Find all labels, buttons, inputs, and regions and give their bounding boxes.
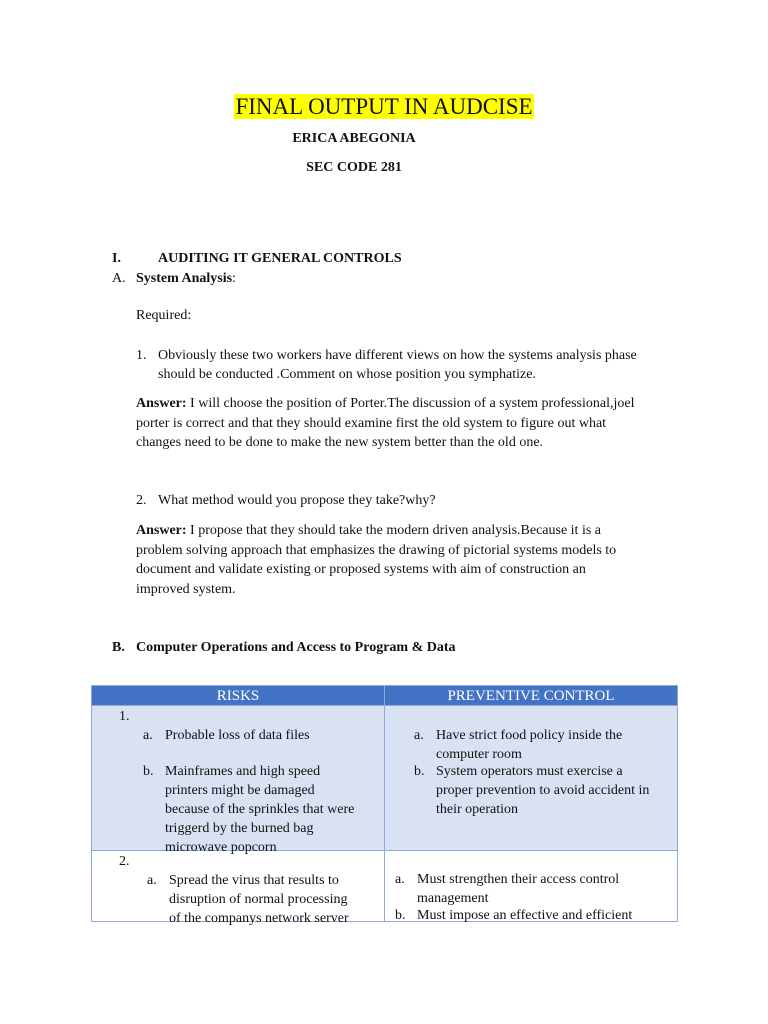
section-code: SEC CODE 281: [306, 160, 402, 175]
row-number: 1.: [119, 709, 130, 724]
subsection-marker: A.: [112, 271, 126, 286]
table-row: [92, 706, 678, 851]
risk-item: Spread the virus that results to disruption of normal processing of the companys network server: [169, 873, 349, 926]
control-item: System operators must exercise a proper prevention to avoid accident in their operation: [436, 764, 650, 817]
list-marker: a.: [395, 872, 405, 887]
question-1-line: should be conducted .Comment on whose position you symphatize.: [158, 367, 536, 382]
risk-cell: [92, 851, 385, 926]
risk-item: Mainframes and high speed printers might be damaged because of the sprinkles that were triggerd by the burned bag microwave popcorn: [165, 764, 355, 855]
column-header-risks: RISKS: [92, 686, 385, 706]
control-cell: [385, 706, 678, 851]
document-title: FINAL OUTPUT IN AUDCISE: [235, 94, 533, 119]
question-2-number: 2.: [136, 493, 147, 508]
list-marker: a.: [147, 873, 157, 888]
subsection-heading: System Analysis:: [136, 271, 236, 286]
answer-1-line: changes need to be done to make the new system better than the old one.: [136, 435, 544, 450]
risk-control-table: [91, 685, 678, 926]
section-b-heading: Computer Operations and Access to Program & Data: [136, 640, 456, 655]
author-name: ERICA ABEGONIA: [292, 131, 416, 146]
answer-label: Answer:: [136, 523, 187, 538]
section-heading: AUDITING IT GENERAL CONTROLS: [158, 251, 402, 266]
answer-2-line: Answer: I propose that they should take the modern driven analysis.Because it is a: [136, 523, 601, 538]
section-numeral: I.: [112, 251, 121, 266]
control-item: Must strengthen their access control management: [417, 872, 620, 906]
answer-2-line: problem solving approach that emphasizes the drawing of pictorial systems models to: [136, 543, 617, 558]
list-marker: a.: [414, 728, 424, 743]
column-header-controls: PREVENTIVE CONTROL: [385, 686, 678, 706]
answer-label: Answer:: [136, 396, 187, 411]
question-2-text: What method would you propose they take?why?: [158, 493, 436, 508]
table-row: [92, 851, 678, 922]
answer-1-line: porter is correct and that they should examine first the old system to figure out what: [136, 416, 607, 431]
question-1-line: Obviously these two workers have different views on how the systems analysis phase: [158, 348, 637, 363]
answer-2-line: improved system.: [136, 582, 236, 597]
control-cell: [385, 851, 678, 922]
list-marker: b.: [414, 764, 425, 779]
control-item: Have strict food policy inside the computer room: [436, 728, 623, 762]
answer-2-line: document and validate existing or proposed systems with aim of construction an: [136, 562, 586, 577]
list-marker: a.: [143, 728, 153, 743]
risk-cell: [92, 706, 385, 855]
control-item: Must impose an effective and efficient: [417, 908, 633, 923]
list-marker: b.: [395, 908, 406, 923]
required-label: Required:: [136, 308, 192, 323]
question-1-number: 1.: [136, 348, 147, 363]
row-number: 2.: [119, 854, 130, 869]
risk-item: Probable loss of data files: [165, 728, 310, 743]
section-b-marker: B.: [112, 640, 125, 655]
answer-1-line: Answer: I will choose the position of Porter.The discussion of a system professional,joel: [136, 396, 635, 411]
list-marker: b.: [143, 764, 154, 779]
